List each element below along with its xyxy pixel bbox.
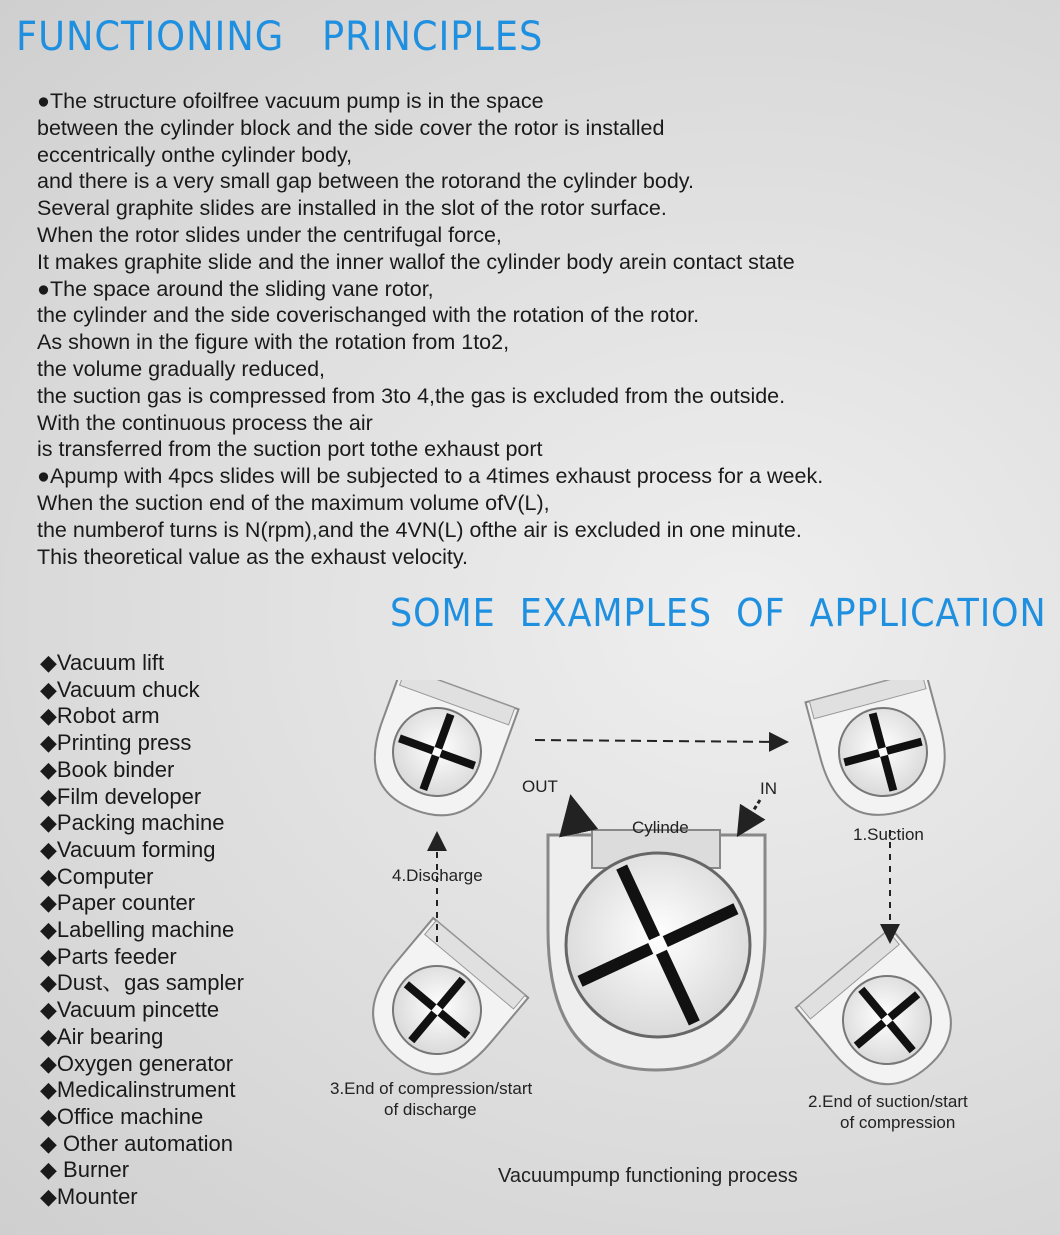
- principle-line: Several graphite slides are installed in the slot of the rotor surface.: [37, 196, 667, 221]
- diagram-caption: Vacuumpump functioning process: [498, 1165, 798, 1187]
- step-3-label-line2: of discharge: [384, 1100, 477, 1119]
- principles-text: [37, 88, 823, 570]
- application-item: ◆Robot arm: [40, 703, 160, 729]
- step-1-label: 1.Suction: [853, 825, 924, 844]
- application-item: ◆Paper counter: [40, 890, 196, 916]
- main-cylinder: [544, 830, 773, 1070]
- title-applications: SOME EXAMPLES OF APPLICATION: [390, 591, 1047, 635]
- application-item: ◆Oxygen generator: [40, 1050, 234, 1076]
- applications-list: [40, 650, 244, 1211]
- application-item: ◆ Other automation: [40, 1130, 234, 1156]
- principle-line: the volume gradually reduced,: [37, 356, 326, 381]
- application-item: ◆Printing press: [40, 730, 192, 756]
- principle-line: and there is a very small gap between the rotorand the cylinder body.: [37, 169, 694, 194]
- application-item: ◆Parts feeder: [40, 943, 177, 969]
- application-item: ◆Dust、gas sampler: [40, 970, 244, 996]
- principle-line: ●The space around the sliding vane rotor,: [37, 276, 434, 301]
- principle-line: is transferred from the suction port tothe exhaust port: [37, 437, 543, 462]
- in-label: IN: [760, 779, 777, 798]
- application-item: ◆Film developer: [40, 783, 202, 809]
- principle-line: When the suction end of the maximum volume ofV(L),: [37, 490, 550, 515]
- title-functioning-principles: FUNCTIONING PRINCIPLES: [16, 14, 544, 60]
- cylinder-label: Cylinde: [632, 818, 689, 837]
- principle-line: eccentrically onthe cylinder body,: [37, 142, 353, 167]
- step-4-label: 4.Discharge: [392, 866, 483, 885]
- principle-line: between the cylinder block and the side cover the rotor is installed: [37, 115, 665, 140]
- in-arrow: [740, 800, 760, 832]
- principle-line: When the rotor slides under the centrifugal force,: [37, 222, 502, 247]
- principle-line: ●The structure ofoilfree vacuum pump is in the space: [37, 89, 544, 113]
- principle-line: It makes graphite slide and the inner wallof the cylinder body arein contact state: [37, 249, 795, 274]
- pump-process-diagram: [320, 680, 1040, 1200]
- principle-line: the cylinder and the side coverischanged with the rotation of the rotor.: [37, 303, 700, 328]
- application-item: ◆Vacuum forming: [40, 836, 216, 862]
- principle-line: the suction gas is compressed from 3to 4,the gas is excluded from the outside.: [37, 383, 786, 408]
- stage-2-pump: [796, 928, 975, 1107]
- stage-4-pump: [358, 680, 519, 831]
- stage-1-pump: [806, 680, 959, 828]
- application-item: ◆Medicalinstrument: [40, 1077, 236, 1103]
- principle-line: As shown in the figure with the rotation from 1to2,: [37, 330, 510, 355]
- principle-line: the numberof turns is N(rpm),and the 4VN(L) ofthe air is excluded in one minute.: [37, 517, 802, 542]
- application-item: ◆Vacuum pincette: [40, 997, 220, 1023]
- application-item: ◆Mounter: [40, 1184, 138, 1210]
- out-label: OUT: [522, 777, 558, 796]
- stage-3-pump: [350, 918, 529, 1097]
- principle-line: ●Apump with 4pcs slides will be subjected to a 4times exhaust process for a week.: [37, 464, 824, 489]
- application-item: ◆Vacuum lift: [40, 650, 165, 675]
- step-2-label-line1: 2.End of suction/start: [808, 1092, 968, 1111]
- application-item: ◆Book binder: [40, 756, 175, 782]
- application-item: ◆Packing machine: [40, 810, 225, 836]
- application-item: ◆Computer: [40, 863, 154, 889]
- application-item: ◆ Burner: [40, 1157, 130, 1183]
- application-item: ◆Office machine: [40, 1103, 204, 1129]
- application-item: ◆Air bearing: [40, 1023, 164, 1049]
- out-arrow: [572, 802, 578, 830]
- step-2-label-line2: of compression: [840, 1113, 956, 1132]
- application-item: ◆Vacuum chuck: [40, 676, 200, 702]
- arrow-to-suction: [535, 740, 785, 742]
- principle-line: With the continuous process the air: [37, 410, 373, 435]
- step-3-label-line1: 3.End of compression/start: [330, 1079, 533, 1098]
- principle-line: This theoretical value as the exhaust velocity.: [37, 544, 469, 569]
- application-item: ◆Labelling machine: [40, 917, 235, 943]
